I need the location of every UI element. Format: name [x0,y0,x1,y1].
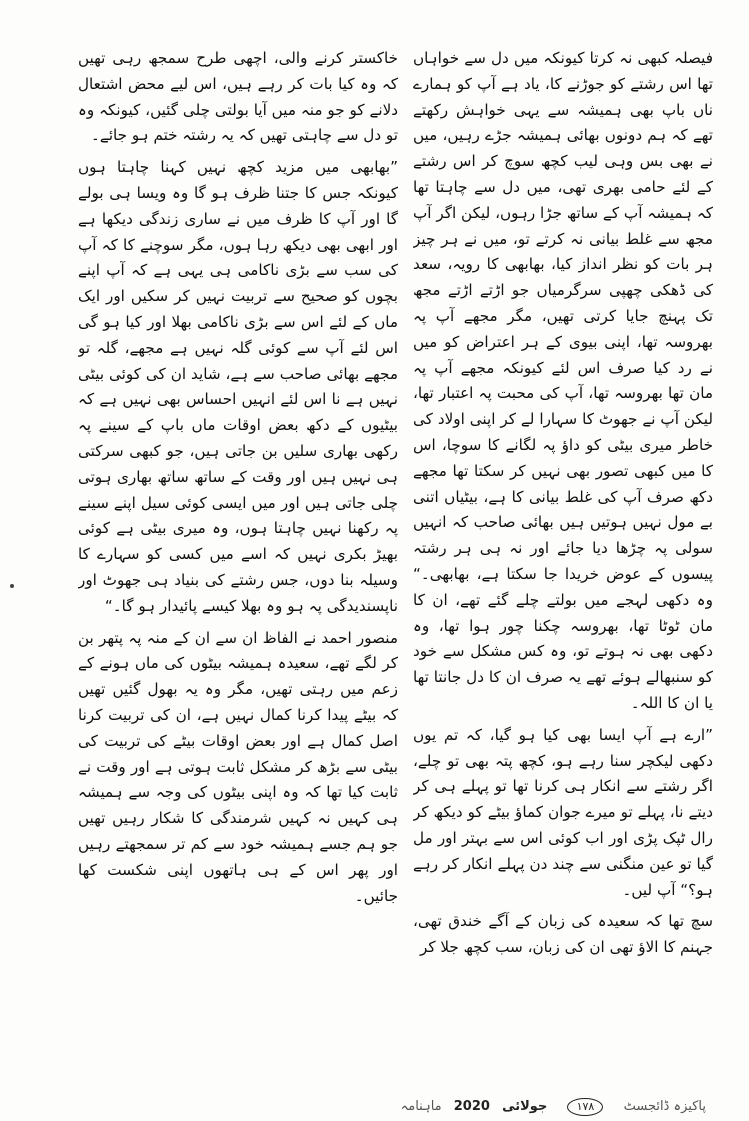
article-column-right [413,46,713,1086]
page-footer [74,1096,714,1118]
paragraph: سچ تھا کہ سعیدہ کی زبان کے آگے خندق تھی، جہنم کا الاؤ تھی ان کی زبان، سب کچھ جلا کر [413,912,713,957]
footer-magazine-name: پاکیزہ ڈائجسٹ [623,1099,706,1114]
paragraph: منصور احمد نے الفاظ ان سے ان کے منہ پہ پتھر بن کر لگے تھے، سعیدہ ہمیشہ بیٹوں کی ماں ہونے کے زعم میں رہتی تھیں، مگر وہ یہ بھول گئیں تھیں کہ بیٹے پیدا کرنا کمال نہیں ہے، ان کی تربیت کرنا اصل کمال ہے اور بعض اوقات بیٹے کی تربیت کی بیٹی سے بڑھ کر مشکل ثابت ہوتی ہے اور وقت نے ثابت کیا تھا کہ وہ اپنی بیٹوں کی وجہ سے ہمیشہ ہی کہیں نہ کہیں شرمندگی کا شکار رہیں تھیں جو ہم جسے ہمیشہ خود سے کم تر سمجھتے رہیں اور پھر اس کے ہی ہاتھوں اپنی شکست کھا جائیں۔ [78,628,398,905]
footer-label: ماہنامہ [400,1099,442,1114]
footer-year: 2020 [453,1099,490,1114]
footer-month: جولائی [502,1099,548,1114]
page-number-badge: ۱۷۸ [567,1098,603,1116]
paragraph: ”بھابھی میں مزید کچھ نہیں کہنا چاہتا ہوں کیونکہ جس کا جتنا ظرف ہو گا وہ ویسا ہی بولے گا اور آپ کا ظرف میں نے ساری زندگی دیکھا ہے اور ابھی بھی دیکھ رہا ہوں، مگر سوچنے کا کہ آپ کی سب سے بڑی ناکامی ہی یہی ہے کہ آپ اپنے بچوں کو صحیح سے تربیت نہیں کر سکیں اور ایک ماں کے لئے اس سے بڑی ناکامی بھلا اور کیا ہو گی اس لئے آپ سے کوئی گلہ نہیں ہے مجھے، گلہ تو مجھے بھائی صاحب سے ہے، شاید ان کی کوئی بیٹی نہیں ہے نا اس لئے انہیں احساس بھی نہیں ہے کہ بیٹیوں کے دکھ بعض اوقات ماں باپ کے سینے پہ رکھی بھاری سلیں بن جاتی ہیں، جو کبھی سرکتی ہی نہیں ہیں اور وقت کے ساتھ ساتھ بھاری ہوتی چلی جاتی ہیں اور میں ایسی کوئی سیل اپنے سینے پہ رکھنا نہیں چاہتا ہوں، وہ میری بیٹی ہے کوئی بھیڑ بکری نہیں کہ اسے میں کسی کو سہارے کا وسیلہ بنا دوں، جس رشتے کی بنیاد ہی جھوٹ اور ناپسندیدگی پہ ہو وہ بھلا کیسے پائیدار ہو گا۔“ [78,158,398,615]
paragraph: فیصلہ کبھی نہ کرتا کیونکہ میں دل سے خواہاں تھا اس رشتے کو جوڑنے کا، یاد ہے آپ کو ہمارے ناں باپ بھی ہمیشہ سے یہی خواہش رکھتے تھے کہ ہم دونوں بھائی ہمیشہ جڑے رہیں، میں نے بھی بس وہی لیب کچھ سوچ کر اس رشتے کے لئے حامی بھری تھی، میں دل سے چاہتا تھا کہ ہمیشہ آپ کے ساتھ جڑا رہوں، لیکن اگر آپ مجھ سے غلط بیانی نہ کرتے تو، میں نے ہر چیز ہر بات کو نظر انداز کیا، بھابھی کا رویہ، سعد کی ڈھکی چھپی سرگرمیاں جو اڑتے اڑتے مجھ تک پہنچ جایا کرتی تھیں، مگر مجھے آپ پہ بھروسہ تھا، اپنی بیوی کے ہر اعتراض کو میں نے رد کیا صرف اس لئے کیونکہ مجھے آپ پہ مان تھا بھروسہ تھا، آپ کی محبت پہ اعتبار تھا، لیکن آپ نے جھوٹ کا سہارا لے کر اپنی اولاد کی خاطر میری بیٹی کو داؤ پہ لگانے کا سوچا، اس کا میں کبھی تصور بھی نہیں کر سکتا تھا مجھے دکھ صرف آپ کی غلط بیانی کا ہے، بیٹیاں اتنی بے مول نہیں ہوتیں ہیں بھائی صاحب کہ انہیں سولی پہ چڑھا دیا جائے اور نہ ہی ہر رشتہ پیسوں کے عوض خریدا جا سکتا ہے، بھابھی۔“ وہ دکھی لہجے میں بولتے چلے گئے تھے، ان کا مان ٹوٹا تھا، بھروسہ چکنا چور ہوا تھا، وہ دکھی بھی نہ ہوتے تو، وہ کس مشکل سے خود کو سنبھالے ہوئے تھے یہ صرف ان کا دل جانتا تھا یا ان کا اللہ۔ [413,49,713,712]
margin-dot [10,584,14,588]
paragraph: خاکستر کرنے والی، اچھی طرح سمجھ رہی تھیں کہ وہ کیا بات کر رہے ہیں، اس لیے محض اشتعال دلانے کو جو منہ میں آیا بولتی چلی گئیں، کیونکہ وہ تو دل سے چاہتی تھیں کہ یہ رشتہ ختم ہو جائے۔ [78,49,398,145]
article-column-left [78,46,398,1086]
paragraph: ”ارے ہے آپ ایسا بھی کیا ہو گیا، کہ تم یوں دکھی لیکچر سنا رہے ہو، کچھ پتہ بھی تو چلے، اگر رشتے سے انکار ہی کرنا تھا تو پہلے ہی کر دیتے نا، پہلے تو میرے جوان کماؤ بیٹے کو دیکھ کر رال ٹپک پڑی اور اب کوئی اس سے بہتر اور مل گیا تو عین منگنی سے چند دن پہلے انکار کر رہے ہو؟“ آپ لیں۔ [413,725,713,899]
